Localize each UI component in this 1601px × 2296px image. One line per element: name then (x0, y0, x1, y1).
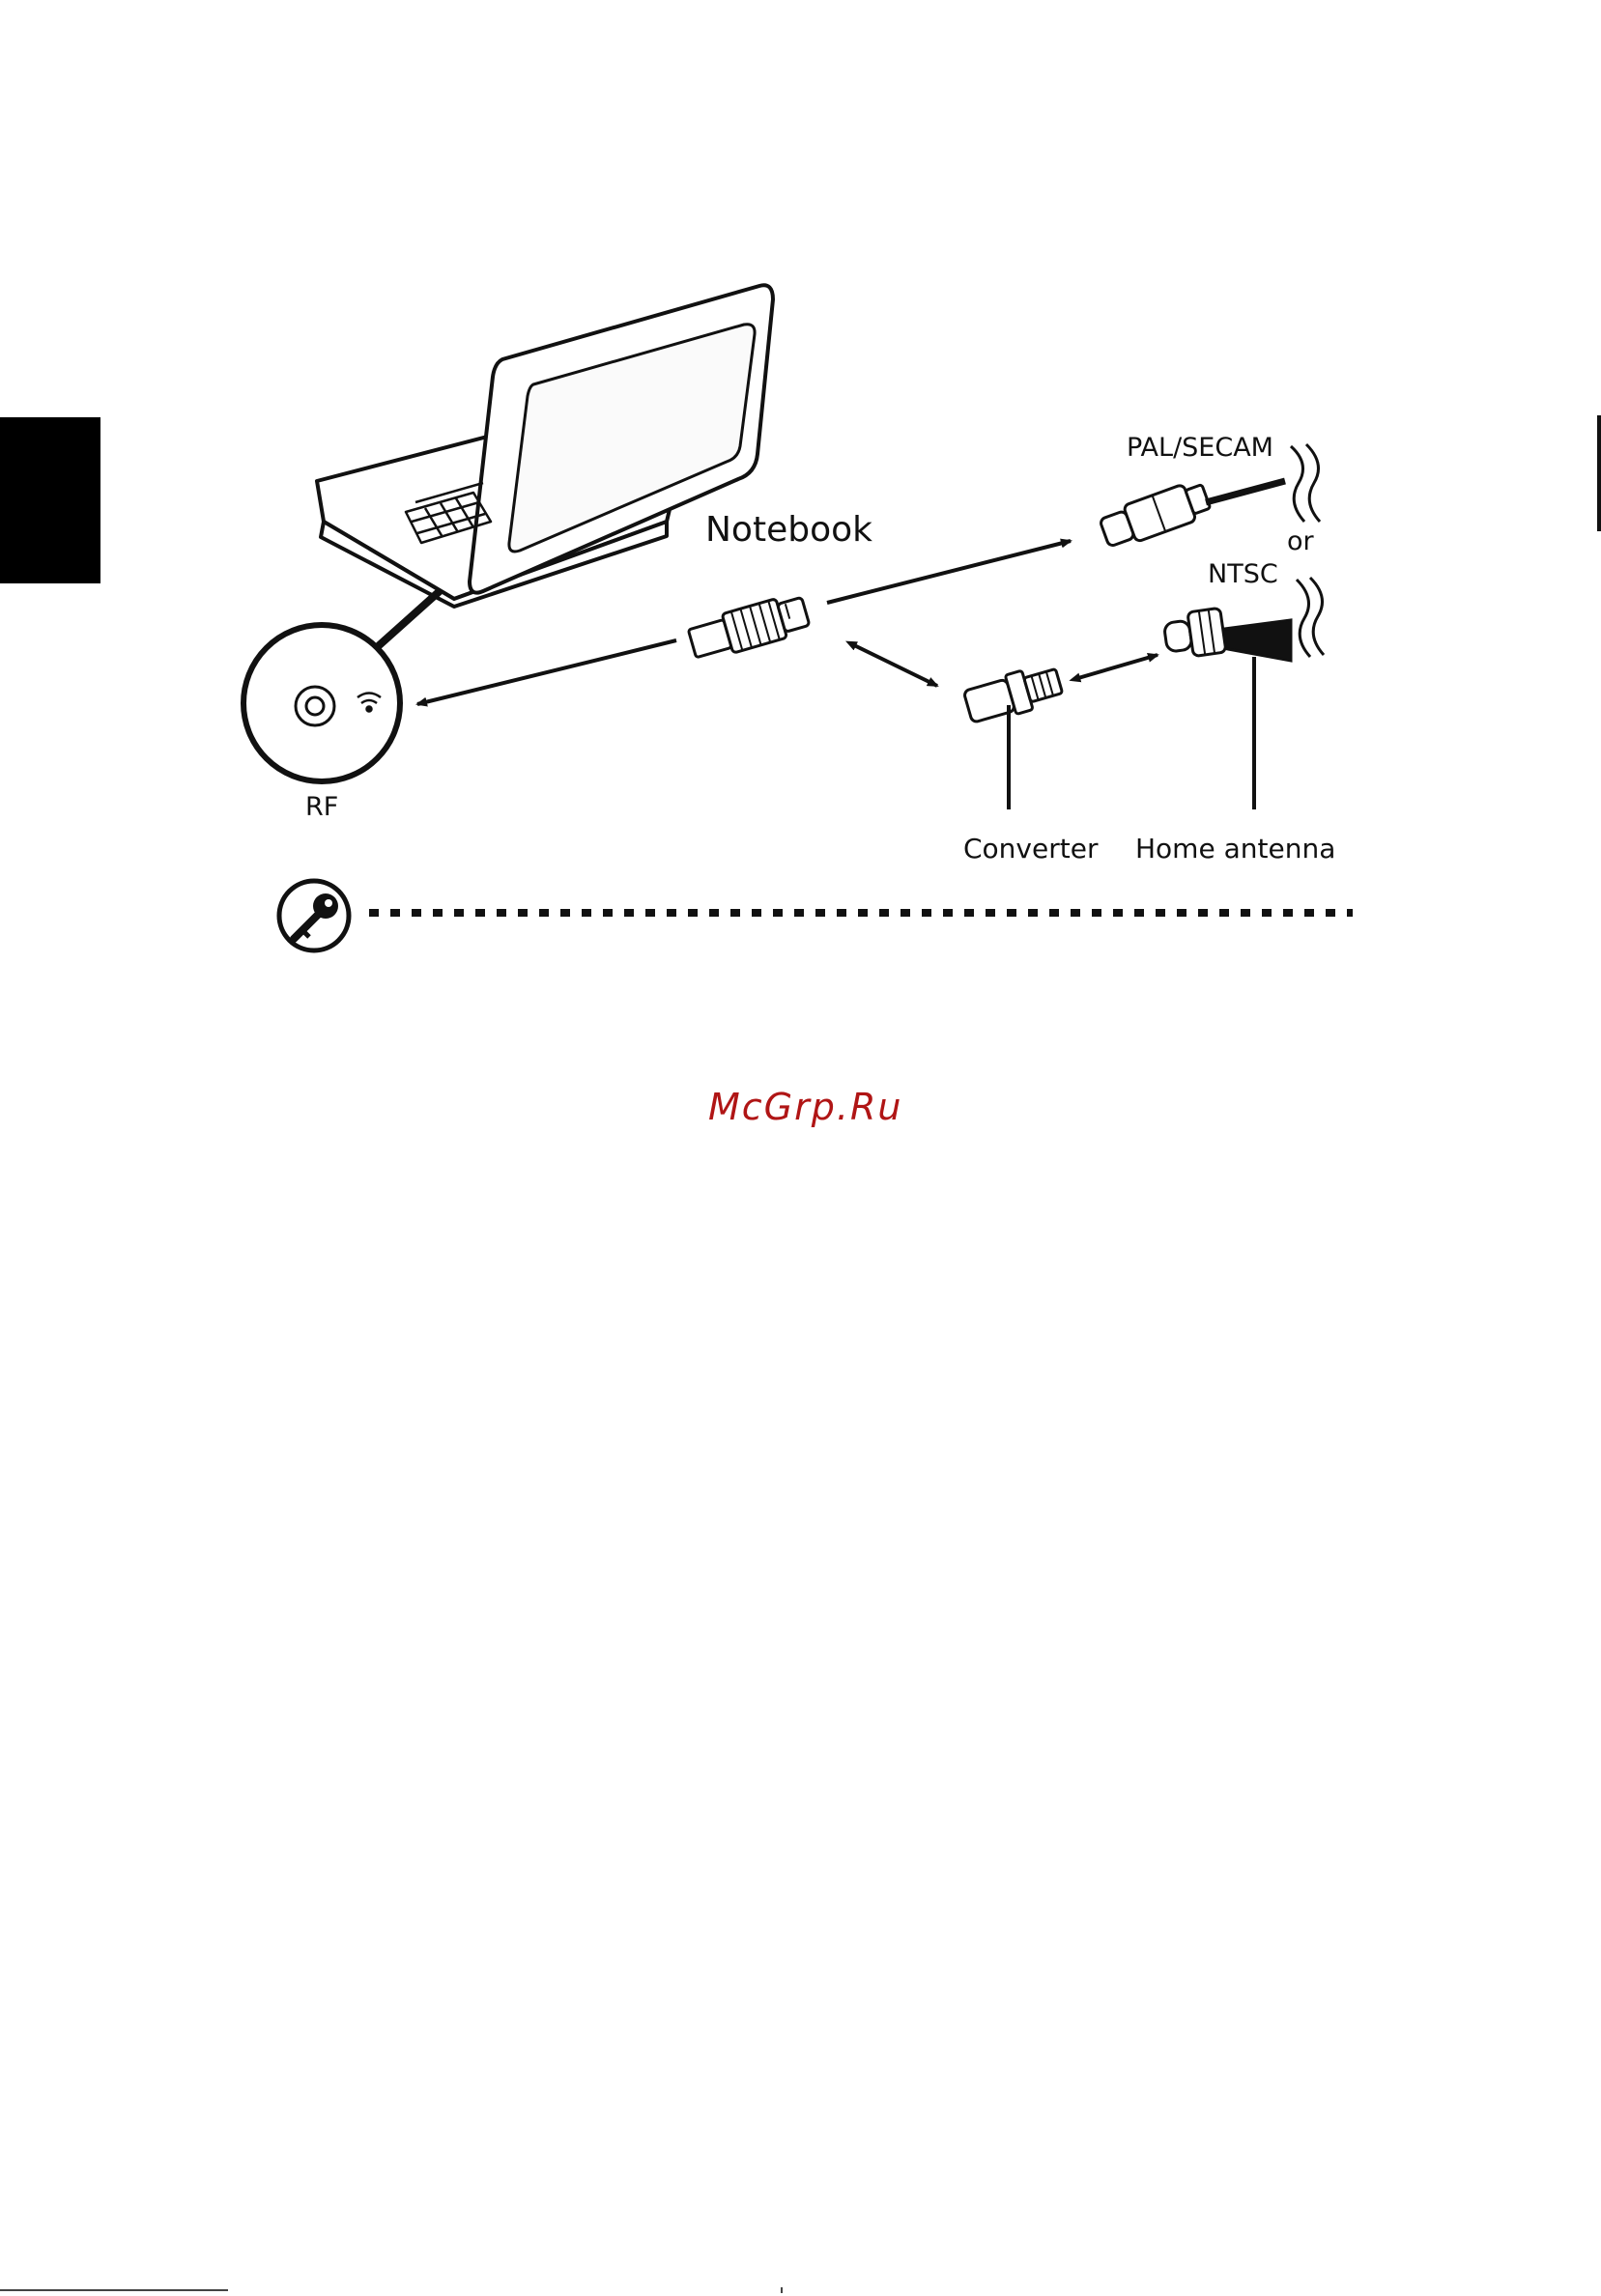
notebook-rf-plug (687, 592, 812, 664)
converter-label: Converter (963, 833, 1099, 865)
watermark: McGrp.Ru (708, 1086, 903, 1128)
home-antenna-label: Home antenna (1135, 833, 1336, 865)
rf-port-icon (296, 687, 334, 725)
converter-adapter (962, 662, 1065, 726)
ntsc-connector (1162, 578, 1324, 661)
notebook-label: Notebook (705, 510, 872, 550)
arrow-to-rf-port (417, 640, 676, 704)
tv-antenna-connection-diagram (0, 0, 1601, 985)
rf-port-closeup (243, 625, 400, 781)
footer-rule (0, 2289, 228, 2291)
arrow-converter-antenna (1078, 655, 1158, 678)
arrow-plug-converter (854, 645, 937, 686)
rf-label: RF (305, 792, 339, 822)
or-label: or (1287, 526, 1314, 556)
ntsc-label: NTSC (1208, 559, 1278, 589)
notebook-illustration (317, 285, 773, 649)
footer-tick (781, 2287, 783, 2293)
arrow-to-pal-secam (827, 541, 1071, 603)
key-icon (279, 881, 349, 950)
pal-secam-label: PAL/SECAM (1127, 433, 1273, 463)
